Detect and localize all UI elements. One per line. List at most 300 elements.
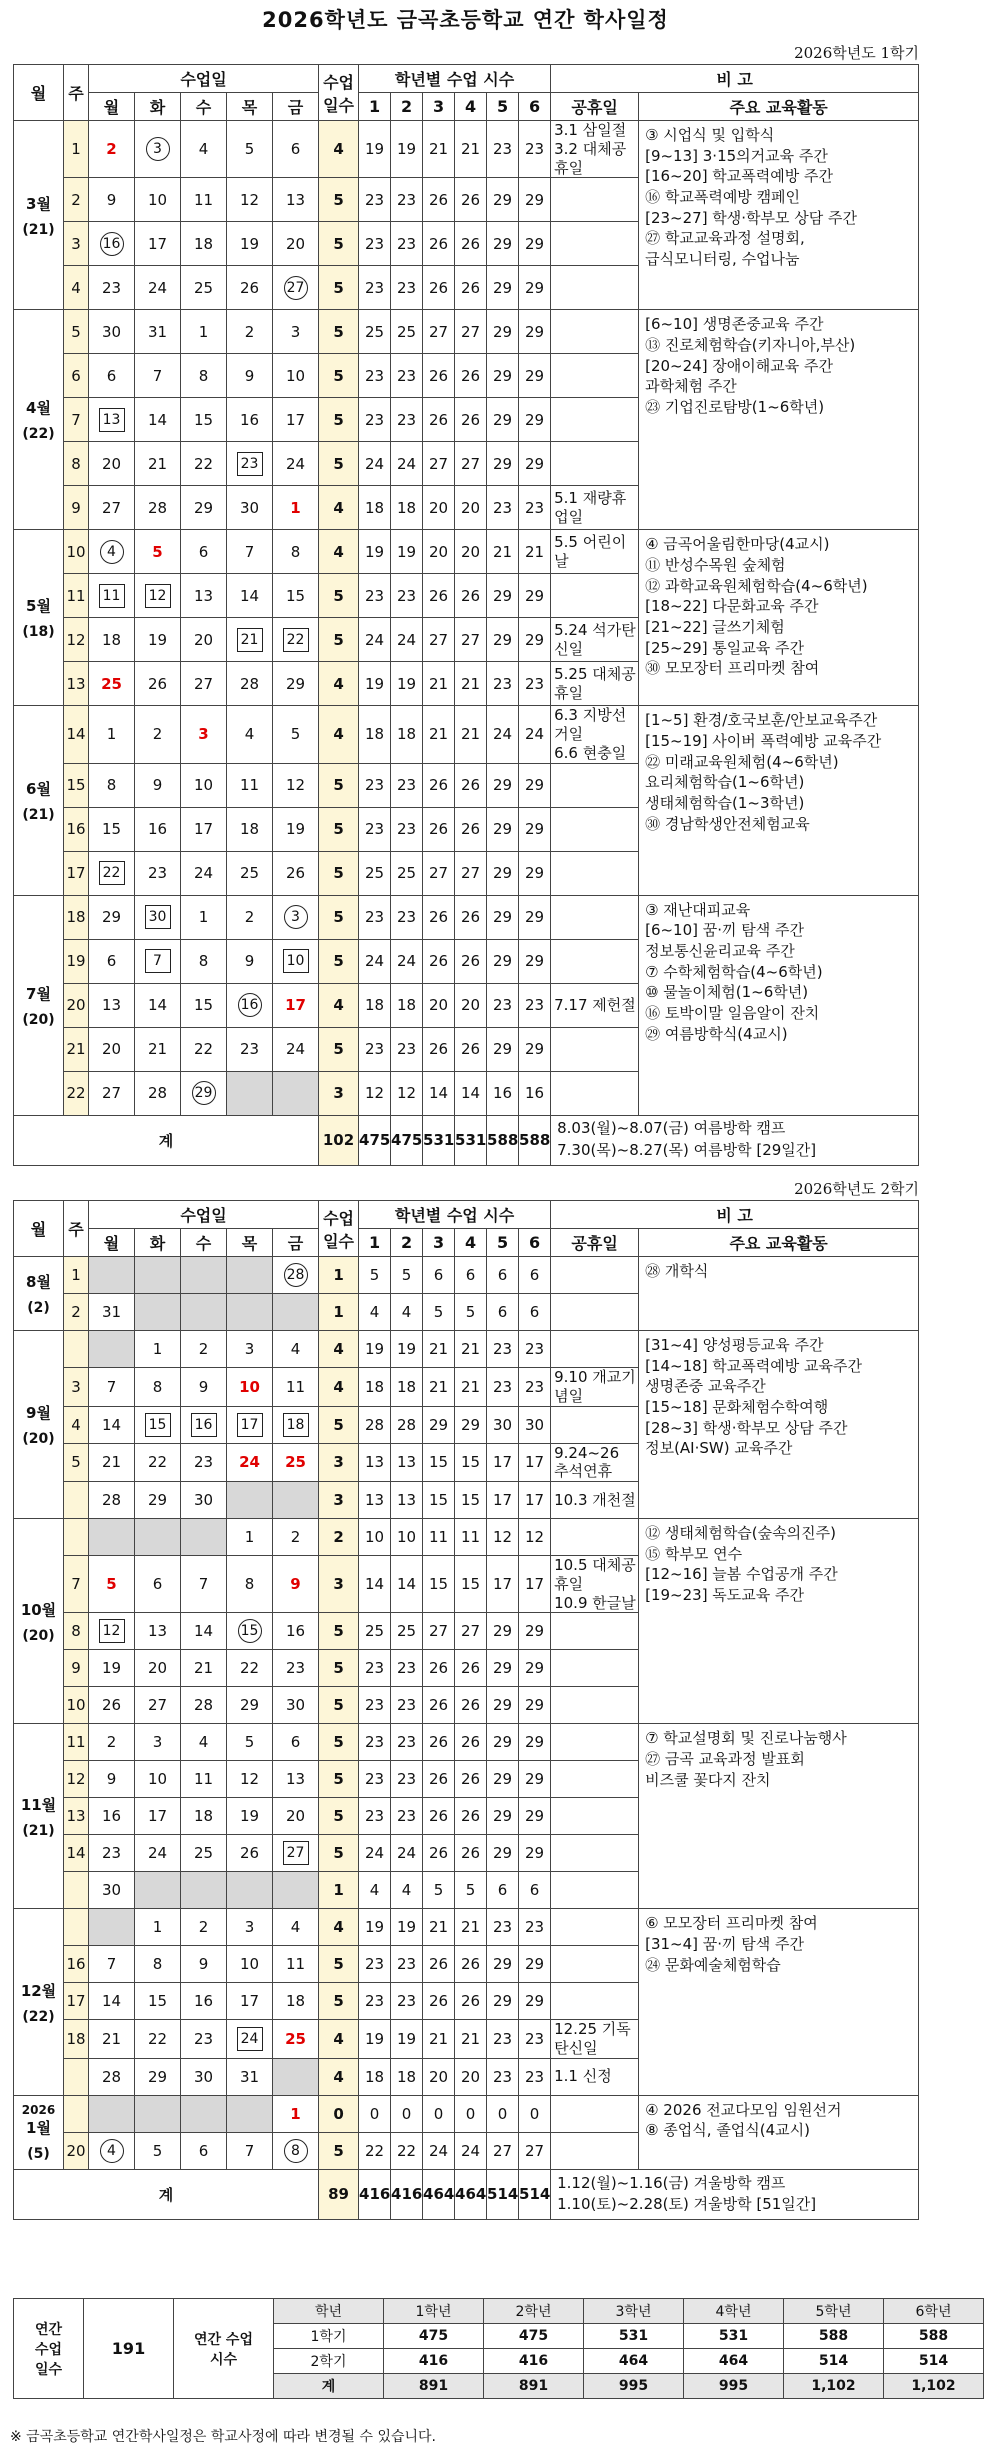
circled-date: 4 bbox=[100, 2139, 124, 2163]
grade-hours: 19 bbox=[391, 121, 423, 178]
holiday-cell bbox=[551, 1761, 639, 1798]
grade-header: 2 bbox=[391, 1229, 423, 1257]
day-cell bbox=[227, 442, 273, 486]
day-cell bbox=[89, 266, 135, 310]
week-day-count: 0 bbox=[319, 2095, 359, 2132]
boxed-date: 13 bbox=[99, 408, 125, 432]
boxed-date: 17 bbox=[237, 1413, 263, 1437]
date: 5 bbox=[152, 542, 163, 561]
grade-hours: 18 bbox=[359, 1368, 391, 1407]
week-day-count: 1 bbox=[319, 1257, 359, 1294]
grade-hours: 26 bbox=[423, 266, 455, 310]
summary-value: 1,102 bbox=[884, 2374, 984, 2399]
grade-hours: 23 bbox=[391, 1983, 423, 2020]
date: 17 bbox=[239, 1992, 260, 2011]
grade-hours: 23 bbox=[487, 2020, 519, 2059]
grade-hours: 15 bbox=[455, 1443, 487, 1482]
day-cell bbox=[227, 222, 273, 266]
week-day-count: 5 bbox=[319, 222, 359, 266]
activity-item: 정보통신윤리교육 주간 bbox=[645, 941, 795, 960]
activity-item: [14~18] 학교폭력예방 교육주간 bbox=[645, 1356, 862, 1375]
grade-hours: 23 bbox=[519, 2058, 551, 2095]
grade-header: 1 bbox=[359, 1229, 391, 1257]
date: 7 bbox=[244, 2141, 255, 2160]
date: 19 bbox=[239, 1807, 260, 1826]
week-day-count: 4 bbox=[319, 2058, 359, 2095]
date: 21 bbox=[101, 1453, 122, 1472]
day-cell bbox=[227, 983, 273, 1027]
day-cell bbox=[227, 1613, 273, 1650]
week-day-count: 5 bbox=[319, 807, 359, 851]
grade-hours: 23 bbox=[359, 1650, 391, 1687]
day-cell bbox=[227, 1294, 273, 1331]
date: 28 bbox=[147, 1084, 168, 1102]
date: 6 bbox=[290, 140, 301, 159]
week-day-count: 4 bbox=[319, 486, 359, 530]
weekday-header: 화 bbox=[135, 93, 181, 121]
grade-hours: 26 bbox=[423, 1650, 455, 1687]
week-day-count: 1 bbox=[319, 1872, 359, 1909]
week-number: 16 bbox=[64, 807, 89, 851]
summary-value: 416 bbox=[484, 2349, 584, 2374]
grade-hours: 6 bbox=[455, 1257, 487, 1294]
grade-hours: 24 bbox=[359, 618, 391, 662]
grade-hours: 26 bbox=[423, 1983, 455, 2020]
week-day-count: 5 bbox=[319, 1946, 359, 1983]
week-number: 13 bbox=[64, 1798, 89, 1835]
activity-item: 요리체험학습(1~6학년) bbox=[645, 773, 805, 792]
grade-hours: 29 bbox=[487, 618, 519, 662]
summary-value: 464 bbox=[584, 2349, 684, 2374]
date: 30 bbox=[193, 1491, 214, 1509]
grade-hours: 26 bbox=[455, 178, 487, 222]
boxed-date: 7 bbox=[145, 949, 171, 973]
date: 9 bbox=[244, 952, 255, 970]
grade-header: 5 bbox=[487, 93, 519, 121]
date: 12 bbox=[239, 1770, 260, 1789]
grade-hours: 26 bbox=[423, 222, 455, 266]
day-cell bbox=[89, 1027, 135, 1071]
month-day-count: (20) bbox=[22, 1627, 55, 1644]
date: 29 bbox=[147, 1491, 168, 1509]
grade-hours: 21 bbox=[423, 662, 455, 706]
date: 2 bbox=[244, 908, 255, 926]
day-cell bbox=[227, 310, 273, 354]
grade-col: 5학년 bbox=[784, 2299, 884, 2324]
day-cell bbox=[227, 1519, 273, 1556]
date: 26 bbox=[101, 1696, 122, 1715]
grade-hours: 23 bbox=[391, 807, 423, 851]
grade-hours: 20 bbox=[423, 983, 455, 1027]
day-cell bbox=[227, 1071, 273, 1115]
grade-header: 2 bbox=[391, 93, 423, 121]
week-number: 5 bbox=[64, 1443, 89, 1482]
day-cell bbox=[181, 310, 227, 354]
day-cell bbox=[227, 486, 273, 530]
date: 17 bbox=[193, 820, 214, 838]
grade-hours: 12 bbox=[391, 1071, 423, 1115]
grade-hours: 29 bbox=[519, 1687, 551, 1724]
grade-hours: 27 bbox=[455, 310, 487, 354]
date: 7 bbox=[152, 366, 163, 385]
weekday-header: 금 bbox=[273, 93, 319, 121]
grade-hours: 19 bbox=[359, 1331, 391, 1368]
grade-hours: 18 bbox=[359, 706, 391, 763]
date: 18 bbox=[193, 234, 214, 253]
total-label: 계 bbox=[14, 2169, 319, 2219]
grade-hours: 26 bbox=[455, 1835, 487, 1872]
day-cell bbox=[227, 2095, 273, 2132]
day-cell bbox=[181, 1687, 227, 1724]
weekday-header: 화 bbox=[135, 1229, 181, 1257]
date: 14 bbox=[101, 1992, 122, 2011]
grade-hours: 4 bbox=[359, 1872, 391, 1909]
grade-hours: 18 bbox=[391, 2058, 423, 2095]
week-row bbox=[14, 121, 919, 178]
grade-hours: 0 bbox=[359, 2095, 391, 2132]
summary-value: 475 bbox=[384, 2324, 484, 2349]
grade-hours: 26 bbox=[423, 1835, 455, 1872]
total-grade-hours: 531 bbox=[455, 1115, 487, 1165]
activity-item: ⑯ 토박이말 일음알이 잔치 bbox=[645, 1003, 820, 1022]
grade-hours: 27 bbox=[487, 2132, 519, 2169]
boxed-date: 11 bbox=[99, 584, 125, 608]
day-cell bbox=[135, 2095, 181, 2132]
activities-cell bbox=[639, 1909, 919, 2096]
summary-value: 588 bbox=[784, 2324, 884, 2349]
date: 9 bbox=[198, 1955, 209, 1974]
boxed-date: 12 bbox=[145, 584, 171, 608]
annual-days-value: 191 bbox=[84, 2299, 174, 2399]
day-cell bbox=[273, 121, 319, 178]
day-cell bbox=[273, 442, 319, 486]
activity-item: ③ 시업식 및 입학식 bbox=[645, 126, 775, 144]
grade-hours: 29 bbox=[519, 1724, 551, 1761]
grade-hours: 24 bbox=[391, 1835, 423, 1872]
date: 10 bbox=[147, 1770, 168, 1789]
date: 3 bbox=[152, 1733, 163, 1752]
total-grade-hours: 514 bbox=[519, 2169, 551, 2219]
total-grade-hours: 464 bbox=[423, 2169, 455, 2219]
activity-item: [6~10] 생명존중교육 주간 bbox=[645, 315, 824, 334]
month-day-count: (20) bbox=[22, 1011, 55, 1028]
holiday-cell bbox=[551, 939, 639, 983]
week-number: 21 bbox=[64, 1027, 89, 1071]
date: 21 bbox=[147, 454, 168, 473]
activity-item: [16~20] 학교폭력예방 주간 bbox=[645, 167, 833, 186]
day-cell bbox=[89, 851, 135, 895]
date: 3 bbox=[290, 322, 301, 341]
grade-hours: 23 bbox=[359, 222, 391, 266]
weekday-header: 수 bbox=[181, 1229, 227, 1257]
grade-hours: 19 bbox=[391, 530, 423, 574]
week-day-count: 4 bbox=[319, 121, 359, 178]
grade-hours: 23 bbox=[359, 1027, 391, 1071]
grade-hours: 21 bbox=[455, 1368, 487, 1407]
grade-hours: 25 bbox=[359, 851, 391, 895]
week-day-count: 4 bbox=[319, 530, 359, 574]
date: 20 bbox=[101, 454, 122, 473]
grade-hours: 12 bbox=[359, 1071, 391, 1115]
day-cell bbox=[135, 1724, 181, 1761]
grade-hours: 21 bbox=[455, 2020, 487, 2059]
day-cell bbox=[227, 851, 273, 895]
day-cell bbox=[227, 1331, 273, 1368]
day-cell bbox=[273, 1613, 319, 1650]
activity-item: [19~23] 독도교육 주간 bbox=[645, 1586, 805, 1605]
grade-hours: 19 bbox=[391, 1909, 423, 1946]
day-cell bbox=[135, 1519, 181, 1556]
date: 12 bbox=[239, 190, 260, 209]
activity-item: 비즈쿨 꽃다지 잔치 bbox=[645, 1770, 771, 1789]
holiday-cell bbox=[551, 1257, 639, 1294]
date: 19 bbox=[285, 820, 306, 838]
activities-cell bbox=[639, 121, 919, 310]
date: 2 bbox=[198, 1918, 209, 1937]
day-cell bbox=[273, 895, 319, 939]
day-cell bbox=[135, 983, 181, 1027]
grade-hours: 18 bbox=[391, 486, 423, 530]
grade-hours: 18 bbox=[391, 706, 423, 763]
date: 8 bbox=[152, 1955, 163, 1974]
holiday-cell bbox=[551, 310, 639, 354]
grade-hours: 25 bbox=[391, 1613, 423, 1650]
week-row bbox=[14, 1257, 919, 1294]
date: 9 bbox=[106, 190, 117, 209]
day-cell bbox=[273, 354, 319, 398]
day-cell bbox=[89, 121, 135, 178]
date: 29 bbox=[285, 674, 306, 693]
day-cell bbox=[89, 1294, 135, 1331]
date: 6 bbox=[106, 366, 117, 385]
date: 29 bbox=[193, 498, 214, 517]
total-grade-hours: 416 bbox=[359, 2169, 391, 2219]
grade-hours: 24 bbox=[455, 2132, 487, 2169]
grade-hours: 4 bbox=[391, 1872, 423, 1909]
day-cell bbox=[227, 266, 273, 310]
date: 27 bbox=[101, 1084, 122, 1102]
date: 6 bbox=[198, 542, 209, 561]
activity-item: ㉚ 모모장터 프리마켓 참여 bbox=[645, 659, 820, 678]
week-day-count: 5 bbox=[319, 1687, 359, 1724]
grade-hours: 23 bbox=[519, 662, 551, 706]
grade-hours: 18 bbox=[359, 2058, 391, 2095]
activities-cell bbox=[639, 2095, 919, 2169]
date: 3 bbox=[244, 1340, 255, 1358]
circled-date: 15 bbox=[238, 1619, 262, 1643]
grade-hours: 18 bbox=[359, 486, 391, 530]
day-cell bbox=[135, 222, 181, 266]
day-cell bbox=[89, 222, 135, 266]
grade-hours: 29 bbox=[519, 178, 551, 222]
grade-hours: 29 bbox=[519, 851, 551, 895]
grade-hours: 26 bbox=[455, 1946, 487, 1983]
day-cell bbox=[273, 1798, 319, 1835]
activity-item: ⑮ 학부모 연수 bbox=[645, 1544, 743, 1563]
week-day-count: 5 bbox=[319, 939, 359, 983]
grade-hours: 23 bbox=[487, 1368, 519, 1407]
day-cell bbox=[227, 662, 273, 706]
week-number: 18 bbox=[64, 895, 89, 939]
grade-hours: 19 bbox=[359, 1909, 391, 1946]
day-cell bbox=[273, 1761, 319, 1798]
grade-hours: 26 bbox=[455, 1724, 487, 1761]
day-cell bbox=[227, 1482, 273, 1519]
day-cell bbox=[273, 1294, 319, 1331]
total-day-count: 89 bbox=[319, 2169, 359, 2219]
grade-hours: 23 bbox=[487, 2058, 519, 2095]
grade-hours: 29 bbox=[487, 763, 519, 807]
week-number: 11 bbox=[64, 1724, 89, 1761]
grade-hours: 24 bbox=[519, 706, 551, 763]
day-cell bbox=[273, 1331, 319, 1368]
date: 31 bbox=[147, 322, 168, 341]
day-cell bbox=[89, 1071, 135, 1115]
day-cell bbox=[181, 178, 227, 222]
summary-value: 891 bbox=[384, 2374, 484, 2399]
summary-value: 514 bbox=[884, 2349, 984, 2374]
date: 28 bbox=[101, 2067, 122, 2086]
summary-value: 995 bbox=[684, 2374, 784, 2399]
grade-hours: 27 bbox=[455, 618, 487, 662]
circled-date: 16 bbox=[238, 993, 262, 1017]
day-cell bbox=[273, 2132, 319, 2169]
day-cell bbox=[89, 1650, 135, 1687]
day-cell bbox=[135, 1872, 181, 1909]
date: 19 bbox=[239, 234, 260, 253]
activity-item: ⑦ 학교설명회 및 진로나눔행사 bbox=[645, 1729, 847, 1748]
week-number: 12 bbox=[64, 1761, 89, 1798]
date: 17 bbox=[147, 1807, 168, 1826]
grade-hours: 28 bbox=[359, 1406, 391, 1443]
date: 29 bbox=[239, 1696, 260, 1715]
day-cell bbox=[181, 1368, 227, 1407]
day-cell bbox=[89, 1443, 135, 1482]
weekday-header: 목 bbox=[227, 93, 273, 121]
grade-hours: 21 bbox=[423, 1368, 455, 1407]
week-day-count: 3 bbox=[319, 1071, 359, 1115]
day-cell bbox=[135, 1257, 181, 1294]
date: 4 bbox=[290, 1918, 301, 1937]
grade-hours: 23 bbox=[487, 662, 519, 706]
date: 1 bbox=[198, 322, 209, 341]
day-cell bbox=[273, 2058, 319, 2095]
week-day-count: 2 bbox=[319, 1519, 359, 1556]
grade-hours: 26 bbox=[455, 939, 487, 983]
day-cell bbox=[89, 2058, 135, 2095]
holiday-cell: 9.24~26 추석연휴 bbox=[551, 1443, 639, 1482]
grade-hours: 5 bbox=[455, 1872, 487, 1909]
grade-hours: 13 bbox=[359, 1443, 391, 1482]
holiday-cell bbox=[551, 1835, 639, 1872]
grade-hours: 23 bbox=[487, 1909, 519, 1946]
summary-value: 891 bbox=[484, 2374, 584, 2399]
day-cell bbox=[273, 1368, 319, 1407]
day-cell bbox=[273, 939, 319, 983]
holiday-cell bbox=[551, 763, 639, 807]
week-day-count: 5 bbox=[319, 895, 359, 939]
week-number: 1 bbox=[64, 121, 89, 178]
day-cell bbox=[227, 807, 273, 851]
month-cell: 11월 (21) bbox=[14, 1724, 64, 1909]
grade-hours: 29 bbox=[519, 266, 551, 310]
weekday-header: 목 bbox=[227, 1229, 273, 1257]
day-cell bbox=[273, 2095, 319, 2132]
activity-item: [15~19] 사이버 폭력예방 교육주간 bbox=[645, 731, 882, 750]
grade-hours: 26 bbox=[455, 895, 487, 939]
date: 14 bbox=[193, 1622, 214, 1641]
date: 30 bbox=[101, 1881, 122, 1900]
week-day-count: 5 bbox=[319, 398, 359, 442]
week-day-count: 5 bbox=[319, 1983, 359, 2020]
day-cell bbox=[227, 1687, 273, 1724]
date: 10 bbox=[147, 190, 168, 209]
total-grade-hours: 475 bbox=[391, 1115, 423, 1165]
month-day-count: (21) bbox=[22, 1822, 55, 1839]
grade-hours: 21 bbox=[423, 1331, 455, 1368]
grade-hours: 26 bbox=[455, 1761, 487, 1798]
day-cell bbox=[273, 763, 319, 807]
day-cell bbox=[273, 1946, 319, 1983]
activity-item: ㉚ 경남학생안전체험교육 bbox=[645, 814, 810, 833]
date: 7 bbox=[106, 1955, 117, 1974]
day-cell bbox=[273, 398, 319, 442]
date: 1 bbox=[106, 725, 117, 744]
grade-hours: 0 bbox=[487, 2095, 519, 2132]
date: 28 bbox=[193, 1696, 214, 1715]
grade-hours: 10 bbox=[359, 1519, 391, 1556]
grade-hours: 29 bbox=[519, 222, 551, 266]
annual-summary-table bbox=[13, 2298, 984, 2399]
grade-hours: 26 bbox=[455, 1027, 487, 1071]
grade-hours: 20 bbox=[455, 530, 487, 574]
date: 8 bbox=[106, 776, 117, 794]
semester1-label: 2026학년도 1학기 bbox=[794, 44, 919, 62]
boxed-date: 16 bbox=[191, 1413, 217, 1437]
day-cell bbox=[227, 530, 273, 574]
day-cell bbox=[89, 1946, 135, 1983]
day-cell bbox=[89, 574, 135, 618]
week-number bbox=[64, 2095, 89, 2132]
day-cell bbox=[181, 1294, 227, 1331]
date: 3 bbox=[198, 725, 209, 744]
grade-hours: 29 bbox=[487, 1687, 519, 1724]
activity-item: [28~3] 학생·학부모 상담 주간 bbox=[645, 1418, 848, 1437]
activity-item: 생태체험학습(1~3학년) bbox=[645, 794, 805, 812]
activity-item: ⑧ 종업식, 졸업식(4교시) bbox=[645, 2121, 811, 2140]
date: 20 bbox=[193, 630, 214, 649]
holiday-cell bbox=[551, 1650, 639, 1687]
grade-hours: 26 bbox=[455, 574, 487, 618]
boxed-date: 12 bbox=[99, 1619, 125, 1643]
grade-hours: 26 bbox=[423, 178, 455, 222]
holiday-cell bbox=[551, 2132, 639, 2169]
holiday-cell bbox=[551, 851, 639, 895]
grade-hours: 23 bbox=[391, 398, 423, 442]
date: 31 bbox=[101, 1303, 122, 1321]
grade-hours: 14 bbox=[359, 1556, 391, 1613]
grade-col-label: 학년 bbox=[274, 2299, 384, 2324]
date: 19 bbox=[101, 1659, 122, 1678]
total-label: 계 bbox=[14, 1115, 319, 1165]
day-cell bbox=[135, 763, 181, 807]
day-cell bbox=[135, 1909, 181, 1946]
holiday-cell bbox=[551, 1294, 639, 1331]
month-header: 월 bbox=[14, 65, 64, 121]
total-grade-hours: 531 bbox=[423, 1115, 455, 1165]
grade-hours: 27 bbox=[423, 1613, 455, 1650]
date: 19 bbox=[147, 630, 168, 649]
